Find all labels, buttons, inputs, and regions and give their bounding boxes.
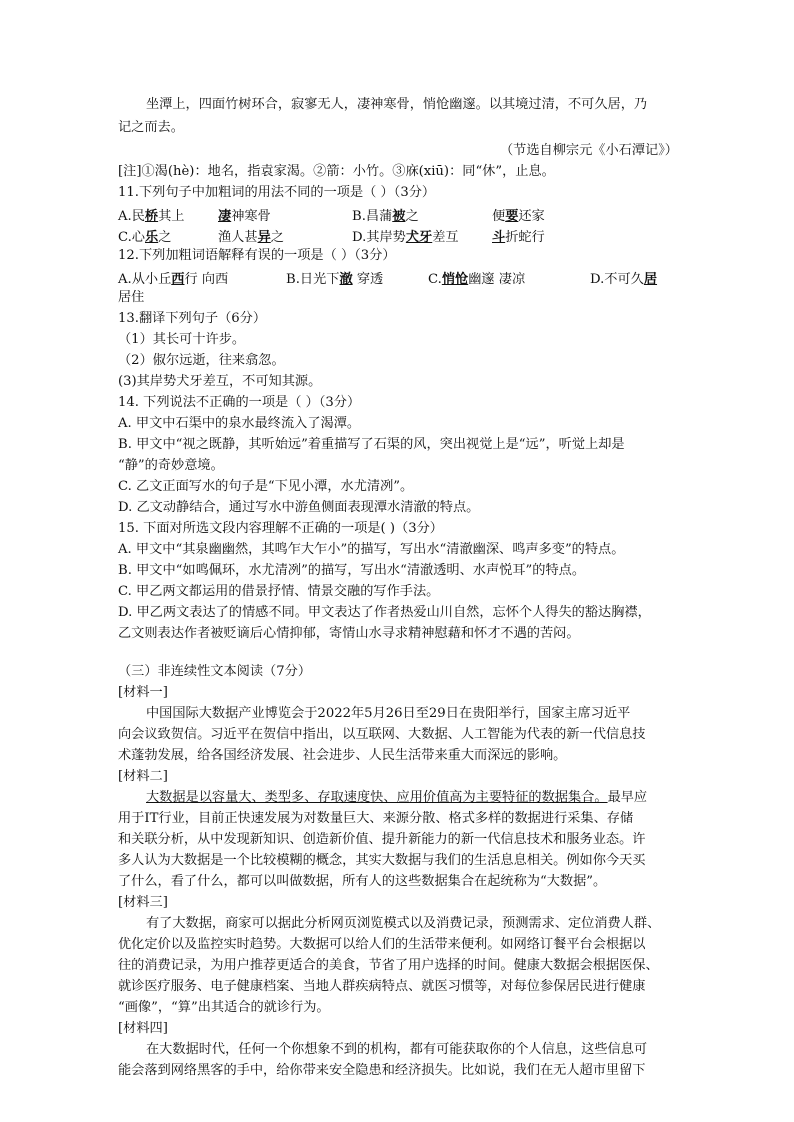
- underlined-definition: 大数据是以容量大、类型多、存取速度快、应用价值高为主要特征的数据集合。: [146, 790, 608, 805]
- material-line: 在大数据时代，任何一个你想象不到的机构，都有可能获取你的个人信息，这些信息可: [146, 1042, 648, 1057]
- q14-option-c: C. 乙文正面写水的句子是“下见小潭，水尤清冽”。: [118, 479, 414, 494]
- q15-stem: 15. 下面对所选文段内容理解不正确的一项是( )（3分）: [118, 521, 443, 536]
- q15-option-d: D. 甲乙两文表达了的情感不同。甲文表达了作者热爱山川自然，忘怀个人得失的豁达胸襟，: [118, 605, 651, 620]
- material-line: “画像”，“算”出其适合的就诊行为。: [118, 1000, 330, 1015]
- q13-stem: 13.翻译下列句子（6分）: [118, 311, 267, 326]
- section-title: （三）非连续性文本阅读（7分）: [118, 664, 312, 679]
- material-line: 大数据是以容量大、类型多、存取速度快、应用价值高为主要特征的数据集合。最早应: [146, 790, 648, 805]
- q11-option-b1: B.昌蒲被之: [352, 209, 419, 224]
- q14-option-d: D. 乙文动静结合，通过写水中游鱼侧面表现潭水清澈的特点。: [118, 500, 480, 515]
- q13-sentence-2: （2）俶尔远逝，往来翕忽。: [118, 353, 285, 368]
- q15-option-b: B. 甲文中“如鸣佩环，水尤清冽”的描写，写出水“清澈透明、水声悦耳”的特点。: [118, 563, 586, 578]
- q14-stem: 14. 下列说法不正确的一项是（ ）（3分）: [118, 395, 361, 410]
- q11-option-a2: 凄神寒骨: [218, 209, 271, 224]
- material-line: 和关联分析，从中发现新知识、创造新价值、提升新能力的新一代信息技术和服务业态。许: [118, 832, 646, 847]
- passage-line: 坐潭上，四面竹树环合，寂寥无人，凄神寒骨，悄怆幽邃。以其境过清，不可久居，乃: [146, 97, 648, 112]
- material-label: [材料四]: [118, 1021, 168, 1036]
- q14-option-a: A. 甲文中石渠中的泉水最终流入了渴潭。: [118, 416, 361, 431]
- q11-option-c2: 渔人甚异之: [218, 230, 284, 245]
- material-line: 能会落到网络黑客的手中，给你带来安全隐患和经济损失。比如说，我们在无人超市里留下: [118, 1063, 646, 1078]
- q12-option-d-cont: 居住: [118, 290, 145, 305]
- material-line: 向会议致贺信。习近平在贺信中指出，以互联网、大数据、人工智能为代表的新一代信息技: [118, 727, 646, 742]
- material-line: 用于IT行业，目前正快速发展为对数量巨大、来源分散、格式多样的数据进行采集、存储: [118, 811, 634, 826]
- q11-stem: 11.下列句子中加粗词的用法不同的一项是（ ）（3分）: [118, 185, 436, 200]
- material-label: [材料三]: [118, 895, 168, 910]
- q15-option-d-cont: 乙文则表达作者被贬谪后心情抑郁，寄情山水寻求精神慰藉和怀才不遇的苦闷。: [118, 626, 580, 641]
- material-line: 优化定价以及监控实时趋势。大数据可以给人们的生活带来便利。如网络订餐平台会根据以: [118, 937, 646, 952]
- q12-option-b: B.日光下澈 穿透: [286, 272, 384, 287]
- q13-sentence-1: （1）其长可十许步。: [118, 332, 246, 347]
- q12-option-a: A.从小丘西行 向西: [118, 272, 229, 287]
- q11-option-b2: 便要还家: [492, 209, 545, 224]
- material-line: 中国国际大数据产业博览会于2022年5月26日至29日在贵阳举行，国家主席习近平: [146, 706, 631, 721]
- material-line: 术蓬勃发展，给各国经济发展、社会进步、人民生活带来重大而深远的影响。: [118, 748, 567, 763]
- material-line: 就诊医疗服务、电子健康档案、当地人群疾病特点、就医习惯等，对每位参保居民进行健康: [118, 979, 646, 994]
- q11-option-d1: D.其岸势犬牙差互: [352, 230, 459, 245]
- q15-option-c: C. 甲乙两文都运用的借景抒情、情景交融的写作手法。: [118, 584, 440, 599]
- material-label: [材料二]: [118, 769, 168, 784]
- material-line: 了什么，看了什么，都可以叫做数据，所有人的这些数据集合在起统称为“大数据”。: [118, 874, 607, 889]
- q13-sentence-3: (3)其岸势犬牙差互，不可知其源。: [118, 374, 322, 389]
- passage-note: [注]①渴(hè)：地名，指袁家渴。②箭：小竹。③庥(xiū)：同“休”，止息。: [118, 164, 555, 179]
- q11-option-a1: A.民桥其上: [118, 209, 185, 224]
- q12-stem: 12.下列加粗词语解释有误的一项是（ ）（3分）: [118, 248, 396, 263]
- q12-option-d: D.不可久居: [590, 272, 658, 287]
- passage-line: 记之而去。: [118, 120, 184, 135]
- material-line: 多人认为大数据是一个比较模糊的概念，其实大数据与我们的生活息息相关。例如你今天买: [118, 853, 646, 868]
- material-label: [材料一]: [118, 685, 168, 700]
- q15-option-a: A. 甲文中“其泉幽幽然，其鸣乍大乍小”的描写，写出水“清澈幽深、鸣声多变”的特点。: [118, 542, 625, 557]
- q12-option-c: C.悄怆幽邃 凄凉: [428, 272, 526, 287]
- material-line: 有了大数据，商家可以据此分析网页浏览模式以及消费记录，预测需求、定位消费人群、: [146, 916, 661, 931]
- material-line: 往的消费记录，为用户推荐更适合的美食，节省了用户选择的时间。健康大数据会根据医保、: [118, 958, 659, 973]
- passage-source: （节选自柳宗元《小石潭记》）: [499, 143, 678, 158]
- q11-option-c1: C.心乐之: [118, 230, 172, 245]
- q11-option-d2: 斗折蛇行: [492, 230, 545, 245]
- q14-option-b: B. 甲文中“视之既静，其听始远”着重描写了石渠的风，突出视觉上是“远”，听觉上却是: [118, 437, 625, 452]
- q14-option-b-cont: “静”的奇妙意境。: [118, 458, 224, 473]
